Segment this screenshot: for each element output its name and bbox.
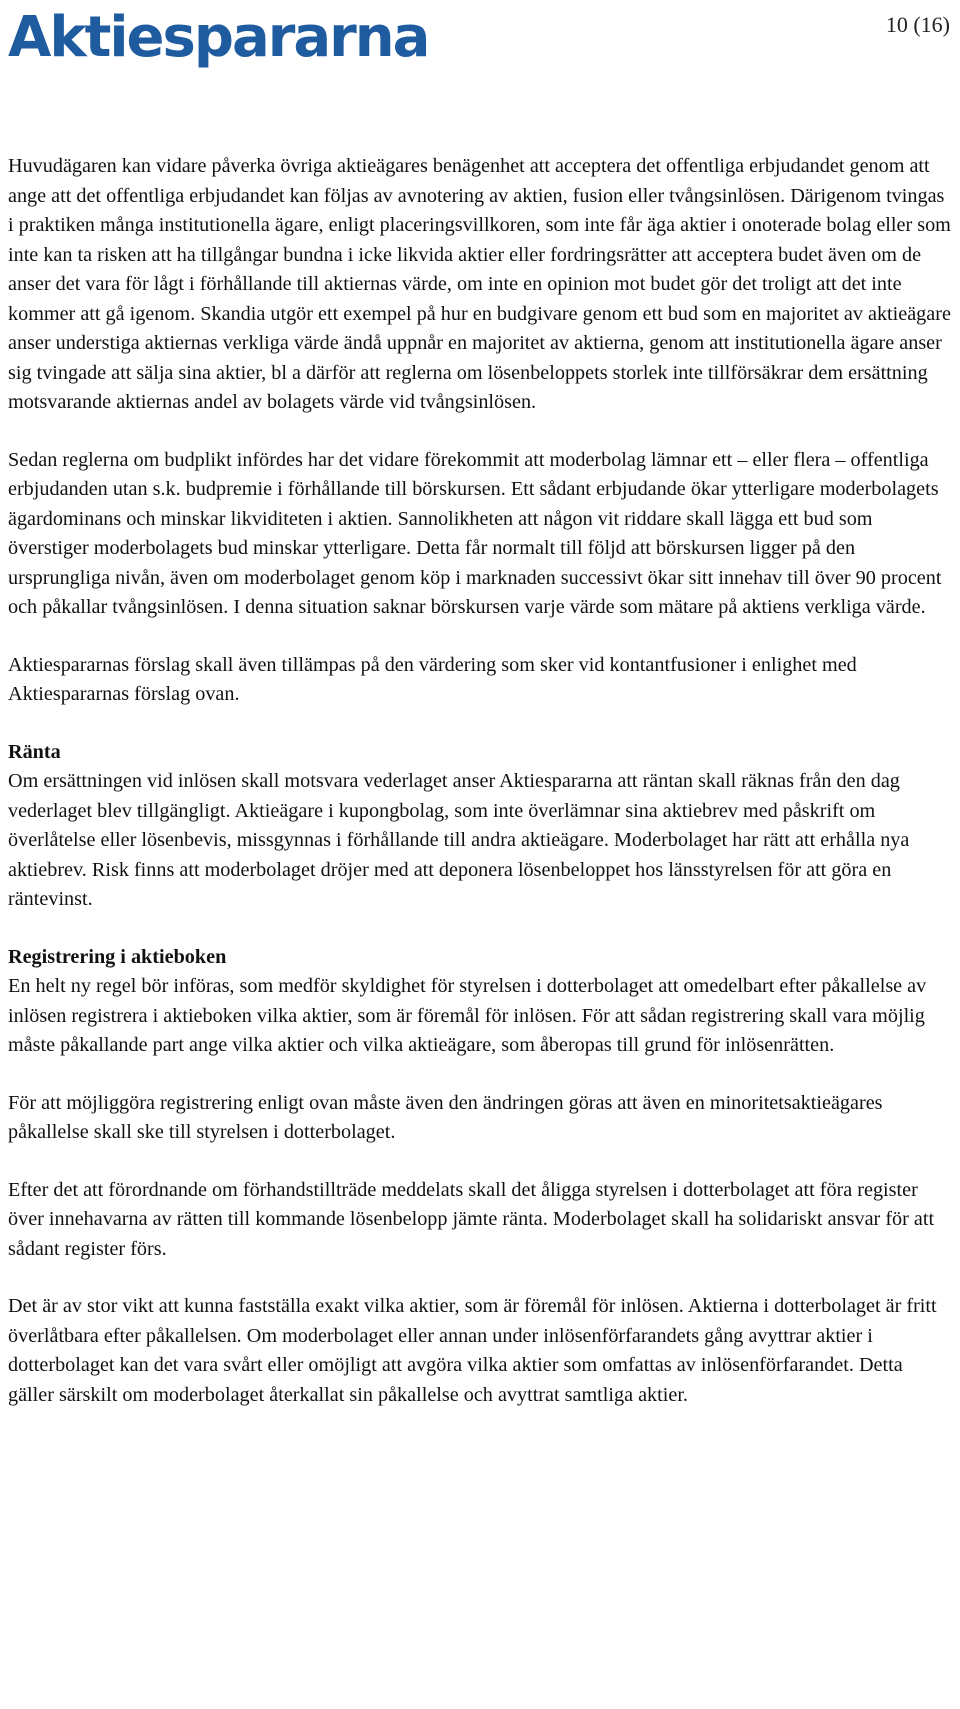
- paragraph-huvudagaren: Huvudägaren kan vidare påverka övriga aktieägares benägenhet att acceptera det offentliga erbjudandet genom att ange att det offentliga erbjudandet kan följas av avnotering av aktien, fusion eller tvångsinlösen. Därigenom tvingas i praktiken många institutionella ägare, enligt placeringsvillkoren, som inte får äga aktier i onoterade bolag eller som inte kan ta risken att ha tillgångar bundna i icke likvida aktier eller fordringsrätter att acceptera budet även om de anser det vara för lågt i förhållande till aktiernas värde, om inte en opinion mot budet gör det troligt att det inte kommer att gå igenom. Skandia utgör ett exempel på hur en budgivare genom ett bud som en majoritet av aktieägare anser understiga aktiernas verkliga värde ändå uppnår en majoritet av aktierna, genom att institutionella ägare anser sig tvingade att sälja sina aktier, bl a därför att reglerna om lösenbeloppets storlek inte tillförsäkrar dem ersättning motsvarande aktiernas andel av bolagets värde vid tvångsinlösen.: [8, 155, 951, 413]
- page-number: 10 (16): [885, 12, 950, 37]
- document-body: [8, 152, 953, 1410]
- paragraph-minoritetsaktieagare: För att möjliggöra registrering enligt ovan måste även den ändringen göras att även en minoritetsaktieägares påkallelse skall ske till styrelsen i dotterbolaget.: [8, 1091, 883, 1143]
- paragraph-kontantfusioner: Aktiespararnas förslag skall även tillämpas på den värdering som sker vid kontantfusioner i enlighet med Aktiespararnas förslag ovan.: [8, 653, 857, 705]
- paragraph-inlosen-aktier: Det är av stor vikt att kunna fastställa exakt vilka aktier, som är föremål för inlösen. Aktierna i dotterbolaget är fritt överlåtbara efter påkallelsen. Om moderbolaget eller annan under inlösenförfarandets gång avyttrar aktier i dotterbolaget kan det vara svårt eller omöjligt att avgöra vilka aktier som omfattas av inlösenförfarandet. Detta gäller särskilt om moderbolaget återkallat sin påkallelse och avyttrat samtliga aktier.: [8, 1295, 937, 1406]
- paragraph-budplikt: Sedan reglerna om budplikt infördes har det vidare förekommit att moderbolag lämnar ett – eller flera – offentliga erbjudanden utan s.k. budpremie i förhållande till börskursen. Ett sådant erbjudande ökar ytterligare moderbolagets ägardominans och minskar likviditeten i aktien. Sannolikheten att någon vit riddare skall lägga ett bud som överstiger moderbolagets bud minskar ytterligare. Detta får normalt till följd att börskursen ligger på den ursprungliga nivån, även om moderbolaget genom köp i marknaden successivt ökar sitt innehav till över 90 procent och påkallar tvångsinlösen. I denna situation saknar börskursen varje värde som mätare på aktiens verkliga värde.: [8, 448, 942, 618]
- page-header: [0, 0, 960, 80]
- heading-registrering: Registrering i aktieboken: [8, 945, 227, 968]
- aktiespararna-logo: Aktiespararna: [8, 5, 429, 70]
- heading-ranta: Ränta: [8, 740, 61, 763]
- paragraph-ranta: Om ersättningen vid inlösen skall motsvara vederlaget anser Aktiespararna att räntan skall räknas från den dag vederlaget blev tillgängligt. Aktieägare i kupongbolag, som inte överlämnar sina aktiebrev med påskrift om överlåtelse eller lösenbevis, missgynnas i förhållande till andra aktieägare. Moderbolaget har rätt att erhålla nya aktiebrev. Risk finns att moderbolaget dröjer med att deponera lösenbeloppet hos länsstyrelsen för att göra en räntevinst.: [8, 770, 910, 910]
- paragraph-registrering: En helt ny regel bör införas, som medför skyldighet för styrelsen i dotterbolaget att omedelbart efter påkallelse av inlösen registrera i aktieboken vilka aktier, som är föremål för inlösen. För att sådan registrering skall vara möjlig måste påkallande part ange vilka aktier och vilka aktieägare, som åberopas till grund för inlösenrätten.: [8, 975, 927, 1056]
- paragraph-forhandstilltrade: Efter det att förordnande om förhandstillträde meddelats skall det åligga styrelsen i dotterbolaget att föra register över innehavarna av rätten till kommande lösenbelopp jämte ränta. Moderbolaget skall ha solidariskt ansvar för att sådant register förs.: [8, 1178, 935, 1260]
